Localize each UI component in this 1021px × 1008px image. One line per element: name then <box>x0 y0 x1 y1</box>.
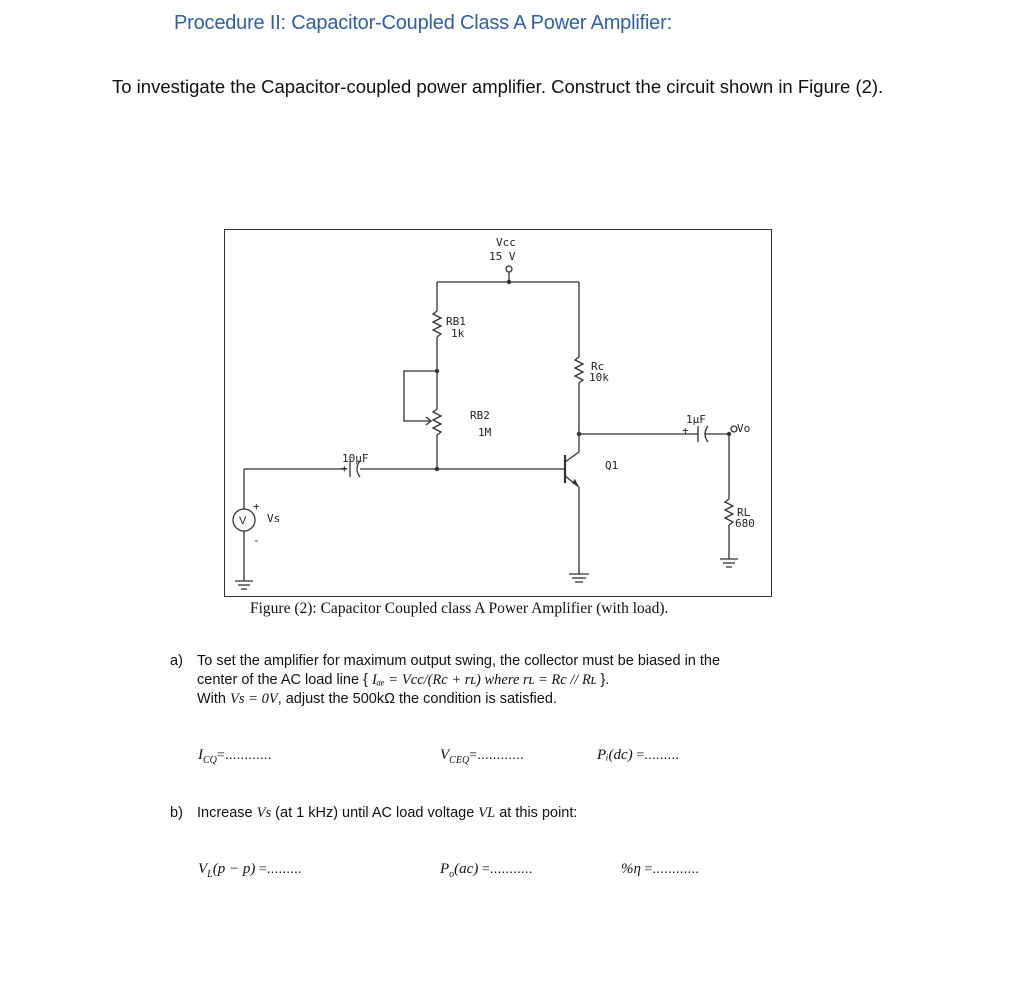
rb1-resistor <box>433 311 441 337</box>
rb2-value: 1M <box>478 426 492 439</box>
field-pidc <box>597 746 679 764</box>
vs-label: Vs <box>267 512 281 525</box>
vlpp-blank[interactable]: ......... <box>266 860 302 876</box>
icq-blank[interactable]: ............ <box>224 746 272 762</box>
qb-end: at this point: <box>495 805 578 821</box>
load-line-formula: Iₐₑ = Vcc/(Rc + rʟ) where rʟ = Rc // Rʟ <box>371 672 597 688</box>
vceq-sub: CEQ <box>449 754 470 766</box>
qb-start: Increase <box>197 805 253 821</box>
question-b-label: b) <box>170 805 183 821</box>
vs-minus: - <box>253 534 260 547</box>
poac-symbol: P <box>440 861 450 877</box>
line3-start: With <box>197 691 226 707</box>
icq-symbol: I <box>198 747 203 763</box>
pidc-blank[interactable]: ......... <box>644 746 680 762</box>
pidc-eq: = <box>632 748 645 763</box>
icq-sub: CQ <box>203 754 217 766</box>
procedure-heading: Procedure II: Capacitor-Coupled Class A Power Amplifier: <box>174 12 672 34</box>
rb2-potentiometer <box>433 409 441 435</box>
rl-resistor <box>725 499 733 525</box>
line2-end: }. <box>600 672 610 688</box>
vcc-terminal <box>506 266 512 272</box>
rl-label: RL <box>737 506 751 519</box>
rb1-label: RB1 <box>446 315 466 328</box>
vceq-eq: = <box>469 748 478 763</box>
line3-end: , adjust the 500kΩ the condition is satisfied. <box>277 691 557 707</box>
rb2-label: RB2 <box>470 409 490 422</box>
qb-vl: VL <box>478 805 496 821</box>
question-a-label: a) <box>170 653 183 669</box>
cout-value: 1µF <box>686 413 706 426</box>
rl-value: 680 <box>735 517 755 530</box>
vlpp-symbol: V <box>198 861 208 877</box>
question-a-line1: To set the amplifier for maximum output swing, the collector must be biased in the <box>197 653 721 669</box>
cin-value: 10µF <box>342 452 369 465</box>
rc-resistor <box>575 357 583 383</box>
vs-meter-symbol: V <box>239 515 247 527</box>
vceq-blank[interactable]: ............ <box>477 746 524 762</box>
efficiency-symbol: %η <box>621 861 641 877</box>
vcc-label: Vcc <box>496 236 516 249</box>
question-a-line3 <box>197 690 877 709</box>
efficiency-eq: = <box>640 862 653 877</box>
vlpp-sub: L <box>207 868 213 880</box>
poac-after: (ac) <box>454 861 479 877</box>
vs-plus: + <box>253 500 260 513</box>
qb-vs: Vs <box>256 805 272 821</box>
vo-label: Vo <box>737 422 751 435</box>
efficiency-blank[interactable]: ............ <box>652 860 700 876</box>
field-vceq <box>440 746 524 766</box>
question-a-line2 <box>197 671 877 690</box>
line2-start: center of the AC load line { <box>197 672 368 688</box>
question-a <box>170 652 877 709</box>
circuit-figure <box>224 229 772 597</box>
poac-sub: o <box>449 868 455 880</box>
vceq-symbol: V <box>440 747 450 763</box>
field-icq <box>198 746 272 766</box>
poac-blank[interactable]: ........... <box>489 860 533 876</box>
vs-zero-formula: Vs = 0V <box>230 691 278 707</box>
poac-eq: = <box>478 862 490 877</box>
intro-text: To investigate the Capacitor-coupled power amplifier. Construct the circuit shown in Figure (2). <box>112 76 884 97</box>
rb1-value: 1k <box>451 327 465 340</box>
vlpp-after: (p − p) <box>212 861 256 877</box>
question-b <box>170 804 877 823</box>
field-efficiency <box>621 860 699 878</box>
field-poac <box>440 860 533 880</box>
figure-caption: Figure (2): Capacitor Coupled class A Power Amplifier (with load). <box>250 600 669 617</box>
rc-value: 10k <box>589 371 609 384</box>
vlpp-eq: = <box>255 862 267 877</box>
cout-plus: + <box>682 424 689 437</box>
rc-label: Rc <box>591 360 605 373</box>
icq-eq: = <box>216 748 225 763</box>
pidc-symbol: Pᵢ(dc) <box>597 747 633 763</box>
circuit-diagram <box>224 229 772 597</box>
vcc-value: 15 V <box>489 250 516 263</box>
field-vlpp <box>198 860 302 880</box>
cin-plus: + <box>341 462 348 475</box>
qb-mid: (at 1 kHz) until AC load voltage <box>271 805 479 821</box>
q1-label: Q1 <box>605 459 619 472</box>
